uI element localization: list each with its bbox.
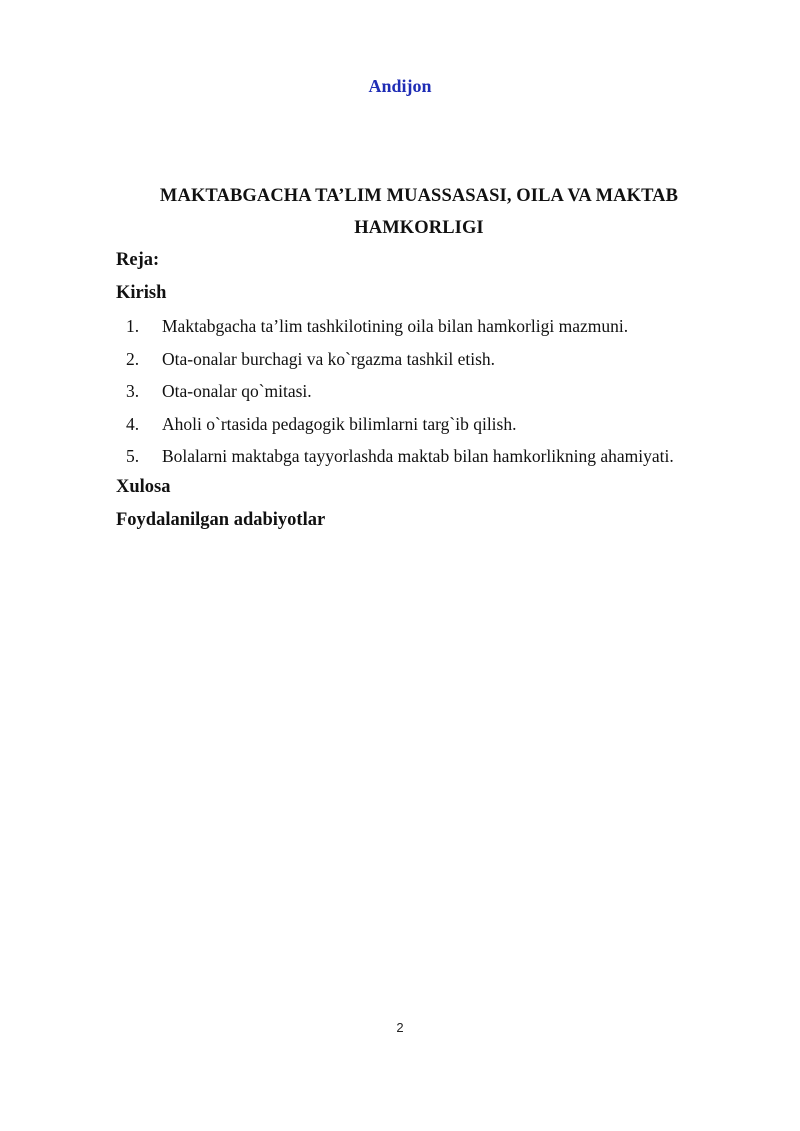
list-item — [126, 314, 766, 347]
list-item-number: 4. — [126, 413, 140, 434]
list-item-text: Ota-onalar burchagi va ko`rgazma tashkil etish. — [162, 348, 496, 369]
conclusion-label: Xulosa — [116, 477, 171, 497]
list-item — [126, 379, 766, 412]
list-item-text: Ota-onalar qo`mitasi. — [162, 381, 312, 401]
list-item-text: Aholi o`rtasida pedagogik bilimlarni targ`ib qilish. — [162, 413, 517, 434]
title-line-1: MAKTABGACHA TA’LIM MUASSASASI, OILA VA MAKTAB — [159, 186, 679, 206]
list-item-number: 2. — [126, 348, 140, 369]
title-line-2: HAMKORLIGI — [354, 218, 484, 238]
document-title — [118, 180, 720, 244]
references-label: Foydalanilgan adabiyotlar — [116, 510, 326, 530]
list-item-number: 5. — [126, 446, 140, 466]
list-item — [126, 444, 766, 477]
plan-label: Reja: — [116, 250, 160, 270]
list-item-text: Bolalarni maktabga tayyorlashda maktab bilan hamkorlikning ahamiyati. — [162, 446, 674, 466]
list-item-number: 3. — [126, 381, 140, 401]
page-number: 2 — [396, 1020, 404, 1035]
header-city: Andijon — [368, 76, 432, 96]
list-item — [126, 347, 766, 380]
list-item — [126, 412, 766, 445]
plan-list — [126, 314, 766, 477]
intro-label: Kirish — [116, 283, 167, 303]
list-item-text: Maktabgacha ta’lim tashkilotining oila bilan hamkorligi mazmuni. — [162, 316, 629, 336]
list-item-number: 1. — [126, 316, 140, 336]
